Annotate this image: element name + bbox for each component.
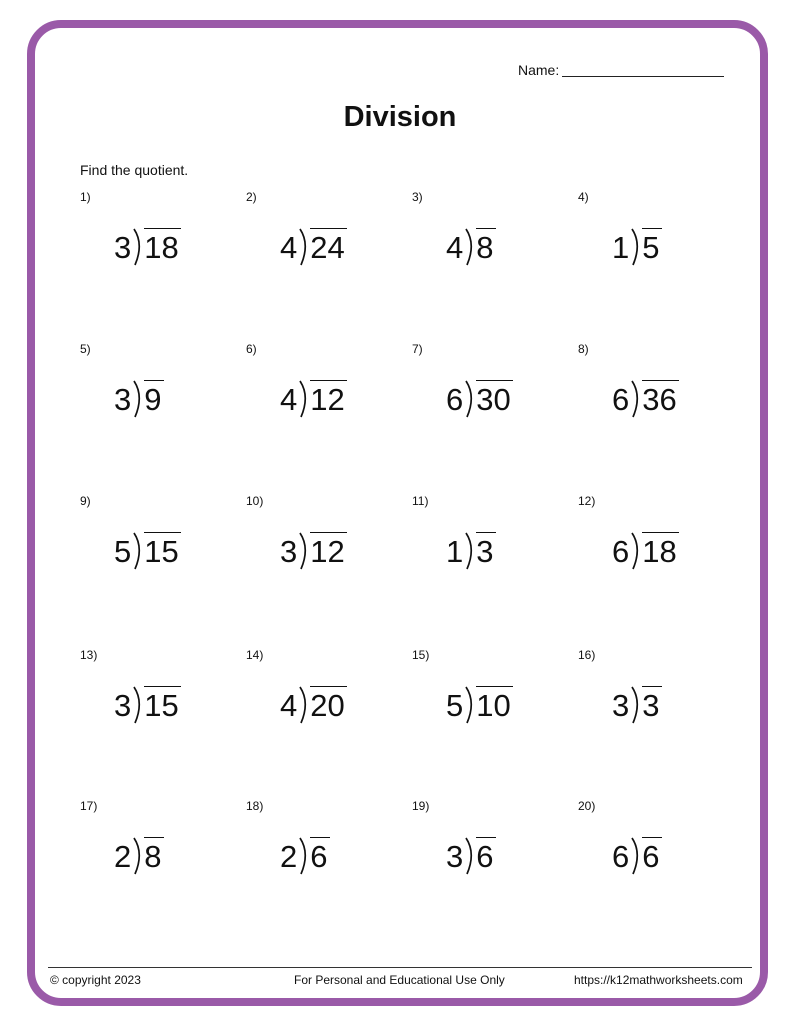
dividend: 3	[476, 534, 494, 569]
long-division-expression	[446, 228, 496, 268]
division-bracket-icon	[464, 532, 475, 572]
dividend: 9	[144, 382, 162, 417]
problem-item	[80, 342, 240, 462]
division-bracket-icon	[132, 380, 143, 420]
problem-number: 2)	[246, 190, 257, 204]
problem-number: 20)	[578, 799, 596, 813]
long-division-expression	[280, 532, 347, 572]
dividend: 36	[642, 382, 677, 417]
problem-number: 10)	[246, 494, 264, 508]
divisor: 5	[446, 688, 464, 723]
problem-number: 9)	[80, 494, 91, 508]
divisor: 1	[446, 534, 464, 569]
long-division-expression	[114, 380, 164, 420]
division-bracket-icon	[132, 228, 143, 268]
divisor: 4	[446, 230, 464, 265]
problem-number: 16)	[578, 648, 596, 662]
long-division-expression	[612, 532, 679, 572]
problem-number: 5)	[80, 342, 91, 356]
long-division-expression	[446, 380, 513, 420]
division-bracket-icon	[132, 837, 143, 877]
problem-item	[578, 190, 738, 310]
dividend: 8	[476, 230, 494, 265]
name-label: Name:	[518, 62, 560, 78]
dividend: 18	[642, 534, 677, 569]
dividend: 12	[310, 382, 345, 417]
long-division-expression	[612, 380, 679, 420]
problem-item	[412, 799, 572, 919]
dividend: 30	[476, 382, 511, 417]
dividend: 5	[642, 230, 660, 265]
problem-number: 17)	[80, 799, 98, 813]
problem-item	[80, 190, 240, 310]
problem-number: 15)	[412, 648, 430, 662]
division-bracket-icon	[132, 532, 143, 572]
dividend: 24	[310, 230, 345, 265]
long-division-expression	[446, 686, 513, 726]
problem-item	[246, 648, 406, 768]
dividend: 18	[144, 230, 179, 265]
divisor: 3	[612, 688, 630, 723]
division-bracket-icon	[132, 686, 143, 726]
problem-number: 1)	[80, 190, 91, 204]
long-division-expression	[612, 228, 662, 268]
division-bracket-icon	[464, 380, 475, 420]
long-division-expression	[280, 686, 347, 726]
divisor: 6	[612, 839, 630, 874]
long-division-expression	[446, 837, 496, 877]
dividend: 8	[144, 839, 162, 874]
dividend: 3	[642, 688, 660, 723]
long-division-expression	[280, 380, 347, 420]
divisor: 1	[612, 230, 630, 265]
dividend: 15	[144, 688, 179, 723]
division-bracket-icon	[630, 228, 641, 268]
problem-number: 6)	[246, 342, 257, 356]
problem-item	[80, 494, 240, 614]
division-bracket-icon	[298, 532, 309, 572]
page-title: Division	[343, 101, 457, 133]
long-division-expression	[114, 228, 181, 268]
name-field-line	[518, 62, 724, 78]
division-bracket-icon	[298, 686, 309, 726]
divisor: 4	[280, 382, 298, 417]
problem-item	[246, 494, 406, 614]
division-bracket-icon	[630, 837, 641, 877]
problem-number: 11)	[412, 494, 429, 508]
problem-number: 13)	[80, 648, 98, 662]
divisor: 4	[280, 688, 298, 723]
dividend: 6	[310, 839, 328, 874]
divisor: 2	[114, 839, 132, 874]
divisor: 6	[446, 382, 464, 417]
footer-copyright: © copyright 2023	[50, 973, 141, 987]
divisor: 3	[114, 230, 132, 265]
footer-usage-note: For Personal and Educational Use Only	[294, 973, 505, 987]
problem-item	[412, 342, 572, 462]
footer-divider	[48, 967, 752, 968]
divisor: 3	[446, 839, 464, 874]
problem-number: 14)	[246, 648, 264, 662]
problem-item	[80, 799, 240, 919]
division-bracket-icon	[630, 532, 641, 572]
division-bracket-icon	[630, 380, 641, 420]
dividend: 20	[310, 688, 345, 723]
problem-item	[246, 342, 406, 462]
problem-number: 12)	[578, 494, 596, 508]
problem-item	[578, 342, 738, 462]
dividend: 12	[310, 534, 345, 569]
long-division-expression	[612, 686, 662, 726]
problem-item	[246, 190, 406, 310]
long-division-expression	[612, 837, 662, 877]
dividend: 6	[642, 839, 660, 874]
dividend: 10	[476, 688, 511, 723]
problem-item	[246, 799, 406, 919]
division-bracket-icon	[298, 228, 309, 268]
problem-item	[578, 494, 738, 614]
dividend: 15	[144, 534, 179, 569]
problem-number: 4)	[578, 190, 589, 204]
problem-number: 18)	[246, 799, 264, 813]
problem-number: 3)	[412, 190, 423, 204]
division-bracket-icon	[298, 837, 309, 877]
name-blank	[562, 62, 724, 77]
long-division-expression	[114, 686, 181, 726]
instructions: Find the quotient.	[80, 162, 189, 178]
division-bracket-icon	[298, 380, 309, 420]
long-division-expression	[280, 837, 330, 877]
division-bracket-icon	[464, 837, 475, 877]
footer-url: https://k12mathworksheets.com	[574, 973, 743, 987]
problem-number: 8)	[578, 342, 589, 356]
divisor: 5	[114, 534, 132, 569]
divisor: 6	[612, 534, 630, 569]
problem-number: 19)	[412, 799, 430, 813]
divisor: 3	[114, 382, 132, 417]
divisor: 6	[612, 382, 630, 417]
division-bracket-icon	[464, 686, 475, 726]
problem-number: 7)	[412, 342, 423, 356]
divisor: 3	[114, 688, 132, 723]
problem-item	[578, 799, 738, 919]
long-division-expression	[446, 532, 496, 572]
long-division-expression	[114, 837, 164, 877]
problem-item	[412, 494, 572, 614]
divisor: 3	[280, 534, 298, 569]
division-bracket-icon	[630, 686, 641, 726]
problem-item	[412, 648, 572, 768]
problem-item	[412, 190, 572, 310]
division-bracket-icon	[464, 228, 475, 268]
divisor: 2	[280, 839, 298, 874]
problem-item	[80, 648, 240, 768]
problem-item	[578, 648, 738, 768]
divisor: 4	[280, 230, 298, 265]
long-division-expression	[280, 228, 347, 268]
long-division-expression	[114, 532, 181, 572]
dividend: 6	[476, 839, 494, 874]
